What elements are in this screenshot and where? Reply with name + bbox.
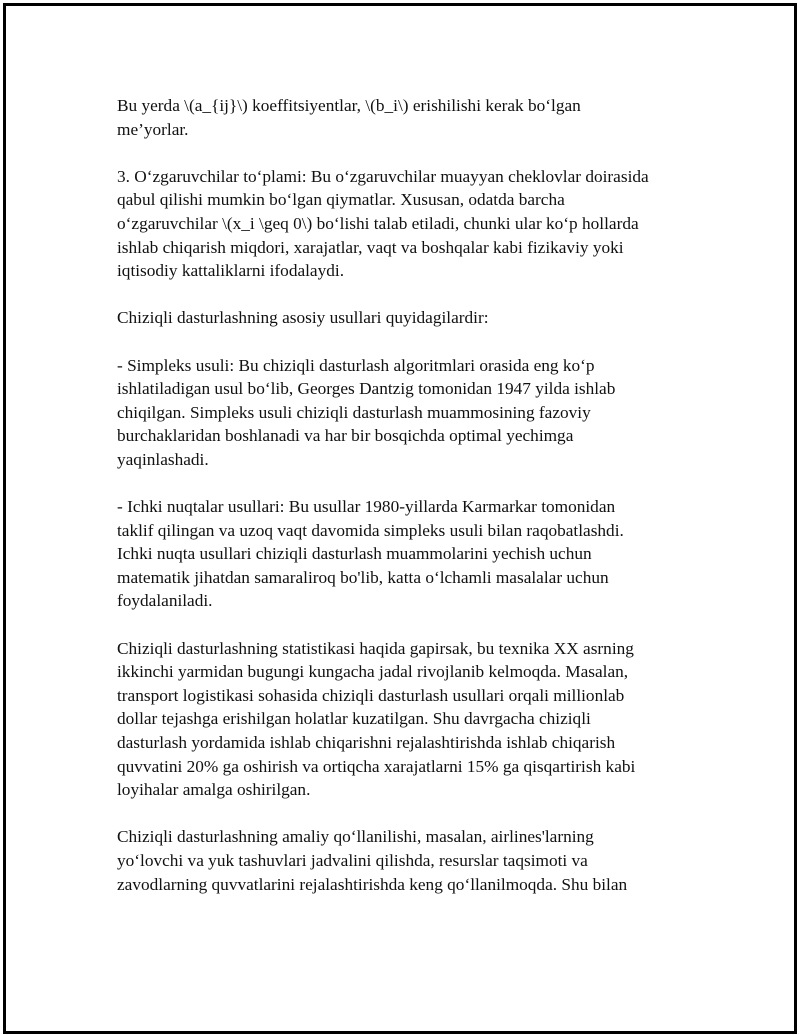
paragraph-simplex-method: - Simpleks usuli: Bu chiziqli dasturlash algoritmlari orasida eng ko‘p ishlatiladigan usul bo‘lib, Georges Dantzig tomonidan 1947 yilda ishlab chiqilgan. Simpleks usuli chiziqli dasturlash muammosining fazoviy burchaklaridan boshlanadi va har bir bosqichda optimal yechimga yaqinlashadi. [117, 355, 616, 469]
paragraph-variables-set: 3. O‘zgaruvchilar to‘plami: Bu o‘zgaruvchilar muayyan cheklovlar doirasida qabul qilishi mumkin bo‘lgan qiymatlar. Xususan, odatda barcha o‘zgaruvchilar \(x_i \geq 0\) bo‘lishi talab etiladi, chunki ular ko‘p hollarda ishlab chiqarish miqdori, xarajatlar, vaqt va boshqalar kabi fizikaviy yoki iqtisodiy kattaliklarni ifodalaydi. [117, 166, 649, 281]
document-body [117, 94, 697, 896]
paragraph-coefficients-note: Bu yerda \(a_{ij}\) koeffitsiyentlar, \(b_i\) erishilishi kerak bo‘lgan me’yorlar. [117, 96, 581, 139]
paragraph-statistics: Chiziqli dasturlashning statistikasi haqida gapirsak, bu texnika XX asrning ikkinchi yarmidan bugungi kungacha jadal rivojlanib kelmoqda. Masalan, transport logistikasi sohasida chiziqli dasturlash usullari orqali millionlab dollar tejashga erishilgan holatlar kuzatilgan. Shu davrgacha chiziqli dasturlash yordamida ishlab chiqarishni rejalashtirishda ishlab chiqarish quvvatini 20% ga oshirish va ortiqcha xarajatlarni 15% ga qisqartirish kabi loyihalar amalga oshirilgan. [117, 638, 636, 800]
paragraph-methods-intro: Chiziqli dasturlashning asosiy usullari quyidagilardir: [117, 308, 489, 328]
paragraph-applications: Chiziqli dasturlashning amaliy qo‘llanilishi, masalan, airlines'larning yo‘lovchi va yuk tashuvlari jadvalini qilishda, resurslar taqsimoti va zavodlarning quvvatlarini rejalashtirishda keng qo‘llanilmoqda. Shu bilan [117, 827, 628, 894]
paragraph-interior-point-methods: - Ichki nuqtalar usullari: Bu usullar 1980-yillarda Karmarkar tomonidan taklif qilingan va uzoq vaqt davomida simpleks usuli bilan raqobatlashdi. Ichki nuqta usullari chiziqli dasturlash muammolarini yechish uchun matematik jihatdan samaraliroq bo'lib, katta o‘lchamli masalalar uchun foydalaniladi. [117, 497, 624, 611]
